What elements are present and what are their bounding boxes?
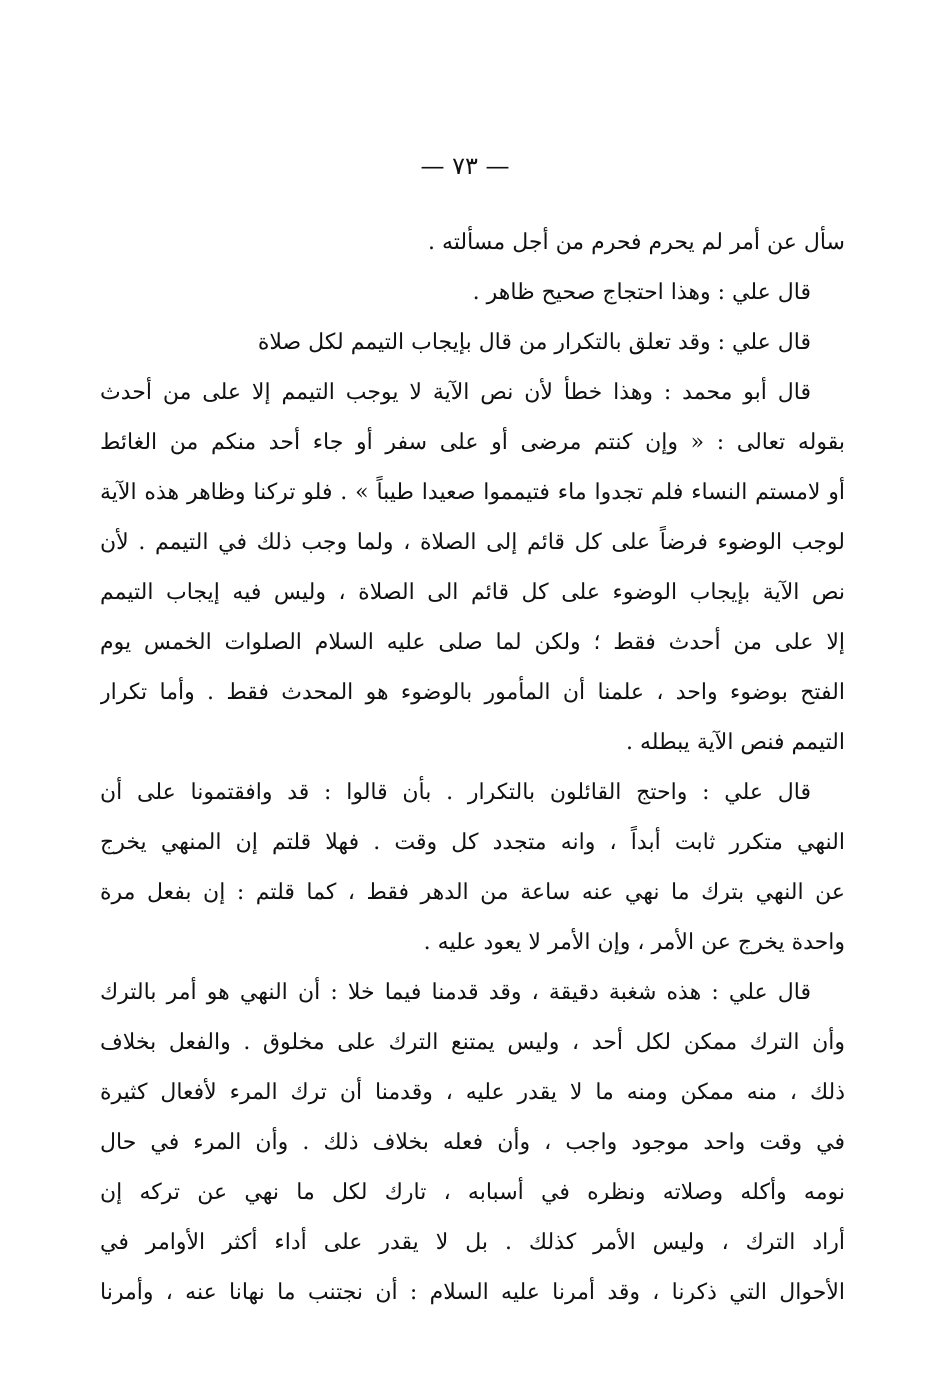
text-line: واحدة يخرج عن الأمر ، وإن الأمر لا يعود عليه . bbox=[423, 930, 845, 955]
text-line: قال علي : وهذا احتجاج صحيح ظاهر . bbox=[472, 280, 811, 305]
text-line: في وقت واحد موجود واجب ، وأن فعله بخلاف ذلك . وأن المرء في حال bbox=[100, 1130, 845, 1155]
page-number: — ٧٣ — bbox=[420, 152, 510, 180]
text-line: عن النهي بترك ما نهي عنه ساعة من الدهر فقط ، كما قلتم : إن بفعل مرة bbox=[100, 880, 845, 905]
text-line: قال علي : وقد تعلق بالتكرار من قال بإيجاب التيمم لكل صلاة bbox=[257, 330, 811, 355]
text-line: ذلك ، منه ممكن ومنه ما لا يقدر عليه ، وقدمنا أن ترك المرء لأفعال كثيرة bbox=[100, 1080, 845, 1105]
text-line: قال علي : هذه شغبة دقيقة ، وقد قدمنا فيما خلا : أن النهي هو أمر بالترك bbox=[100, 980, 811, 1005]
text-line: النهي متكرر ثابت أبداً ، وانه متجدد كل وقت . فهلا قلتم إن المنهي يخرج bbox=[100, 830, 845, 855]
text-line: وأن الترك ممكن لكل أحد ، وليس يمتنع الترك على مخلوق . والفعل بخلاف bbox=[100, 1030, 845, 1055]
text-line: أو لامستم النساء فلم تجدوا ماء فتيمموا صعيدا طيباً » . فلو تركنا وظاهر هذه الآية bbox=[100, 480, 845, 505]
text-line: قال أبو محمد : وهذا خطأ لأن نص الآية لا يوجب التيمم إلا على من أحدث bbox=[100, 380, 811, 405]
text-line: إلا على من أحدث فقط ؛ ولكن لما صلى عليه السلام الصلوات الخمس يوم bbox=[100, 630, 845, 655]
text-line: أراد الترك ، وليس الأمر كذلك . بل لا يقدر على أداء أكثر الأوامر في bbox=[100, 1230, 845, 1255]
text-line: التيمم فنص الآية يبطله . bbox=[626, 730, 845, 755]
text-line: نص الآية بإيجاب الوضوء على كل قائم الى الصلاة ، وليس فيه إيجاب التيمم bbox=[100, 580, 845, 605]
text-line: لوجب الوضوء فرضاً على كل قائم إلى الصلاة ، ولما وجب ذلك في التيمم . لأن bbox=[100, 530, 845, 555]
body-text bbox=[100, 218, 845, 1318]
text-line: الأحوال التي ذكرنا ، وقد أمرنا عليه السلام : أن نجتنب ما نهانا عنه ، وأمرنا bbox=[100, 1280, 845, 1305]
text-line: بقوله تعالى : « وإن كنتم مرضى أو على سفر أو جاء أحد منكم من الغائط bbox=[100, 430, 845, 455]
text-line: نومه وأكله وصلاته ونظره في أسبابه ، تارك لكل ما نهي عن تركه إن bbox=[100, 1180, 845, 1205]
text-line: قال علي : واحتج القائلون بالتكرار . بأن قالوا : قد وافقتمونا على أن bbox=[100, 780, 811, 805]
text-line: سأل عن أمر لم يحرم فحرم من أجل مسألته . bbox=[427, 230, 845, 255]
text-line: الفتح بوضوء واحد ، علمنا أن المأمور بالوضوء هو المحدث فقط . وأما تكرار bbox=[100, 680, 845, 705]
